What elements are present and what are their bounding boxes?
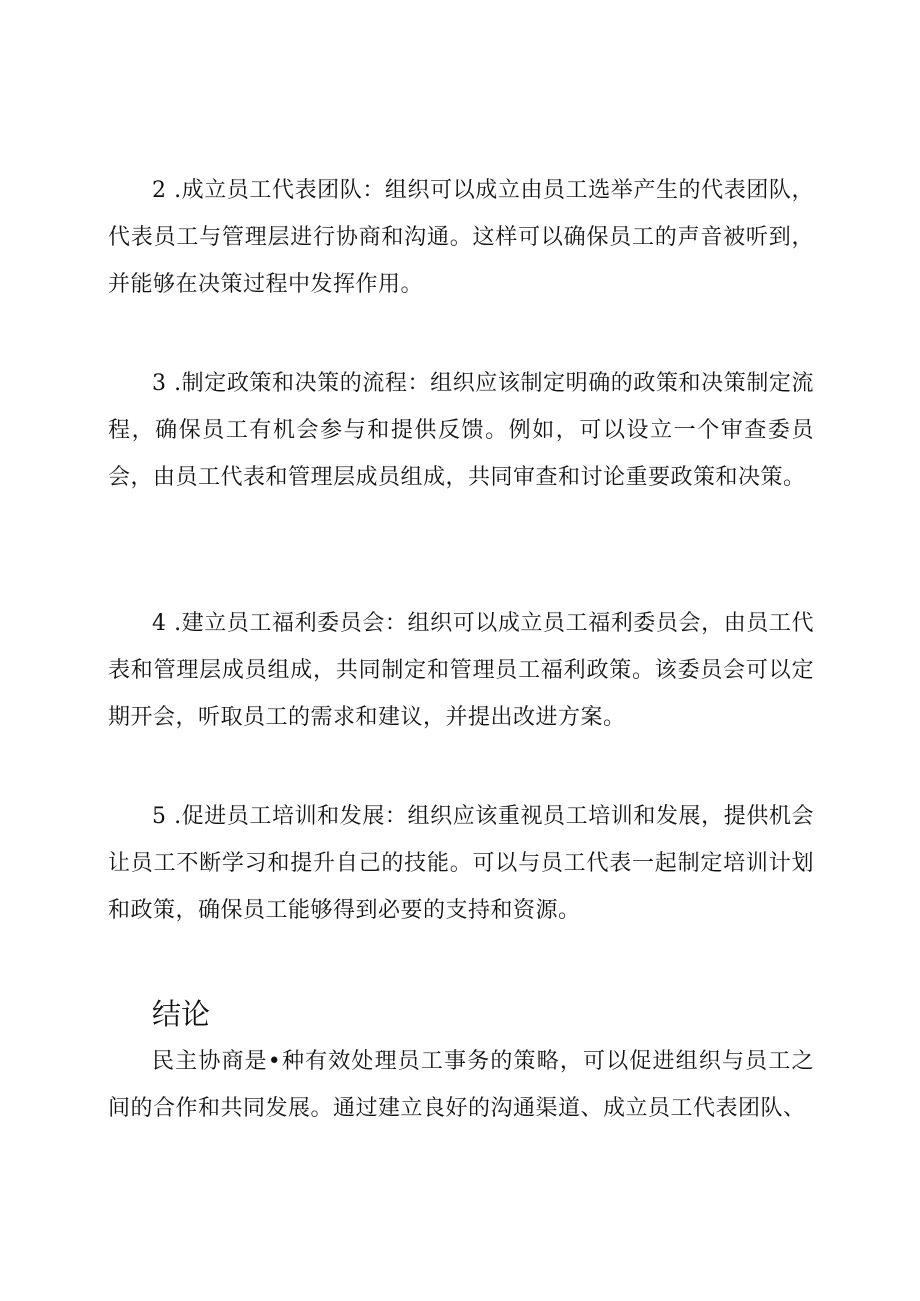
list-item-3-paragraph: 3 .制定政策和决策的流程：组织应该制定明确的政策和决策制定流程，确保员工有机会参与和提供反馈。例如，可以设立一个审查委员会，由员工代表和管理层成员组成，共同审查和讨论重要政策和决策。 (108, 371, 814, 490)
conclusion-heading: 结论 (152, 997, 211, 1031)
conclusion-paragraph: 民主协商是•种有效处理员工事务的策略，可以促进组织与员工之间的合作和共同发展。通过建立良好的沟通渠道、成立员工代表团队、 (108, 1049, 814, 1121)
list-item-2-paragraph: 2 .成立员工代表团队：组织可以成立由员工选举产生的代表团队，代表员工与管理层进行协商和沟通。这样可以确保员工的声音被听到，并能够在决策过程中发挥作用。 (108, 178, 814, 297)
list-item-4-paragraph: 4 .建立员工福利委员会：组织可以成立员工福利委员会，由员工代表和管理层成员组成，共同制定和管理员工福利政策。该委员会可以定期开会，听取员工的需求和建议，并提出改进方案。 (108, 611, 814, 730)
list-item-5-paragraph: 5 .促进员工培训和发展：组织应该重视员工培训和发展，提供机会让员工不断学习和提升自己的技能。可以与员工代表一起制定培训计划和政策，确保员工能够得到必要的支持和资源。 (108, 804, 814, 923)
